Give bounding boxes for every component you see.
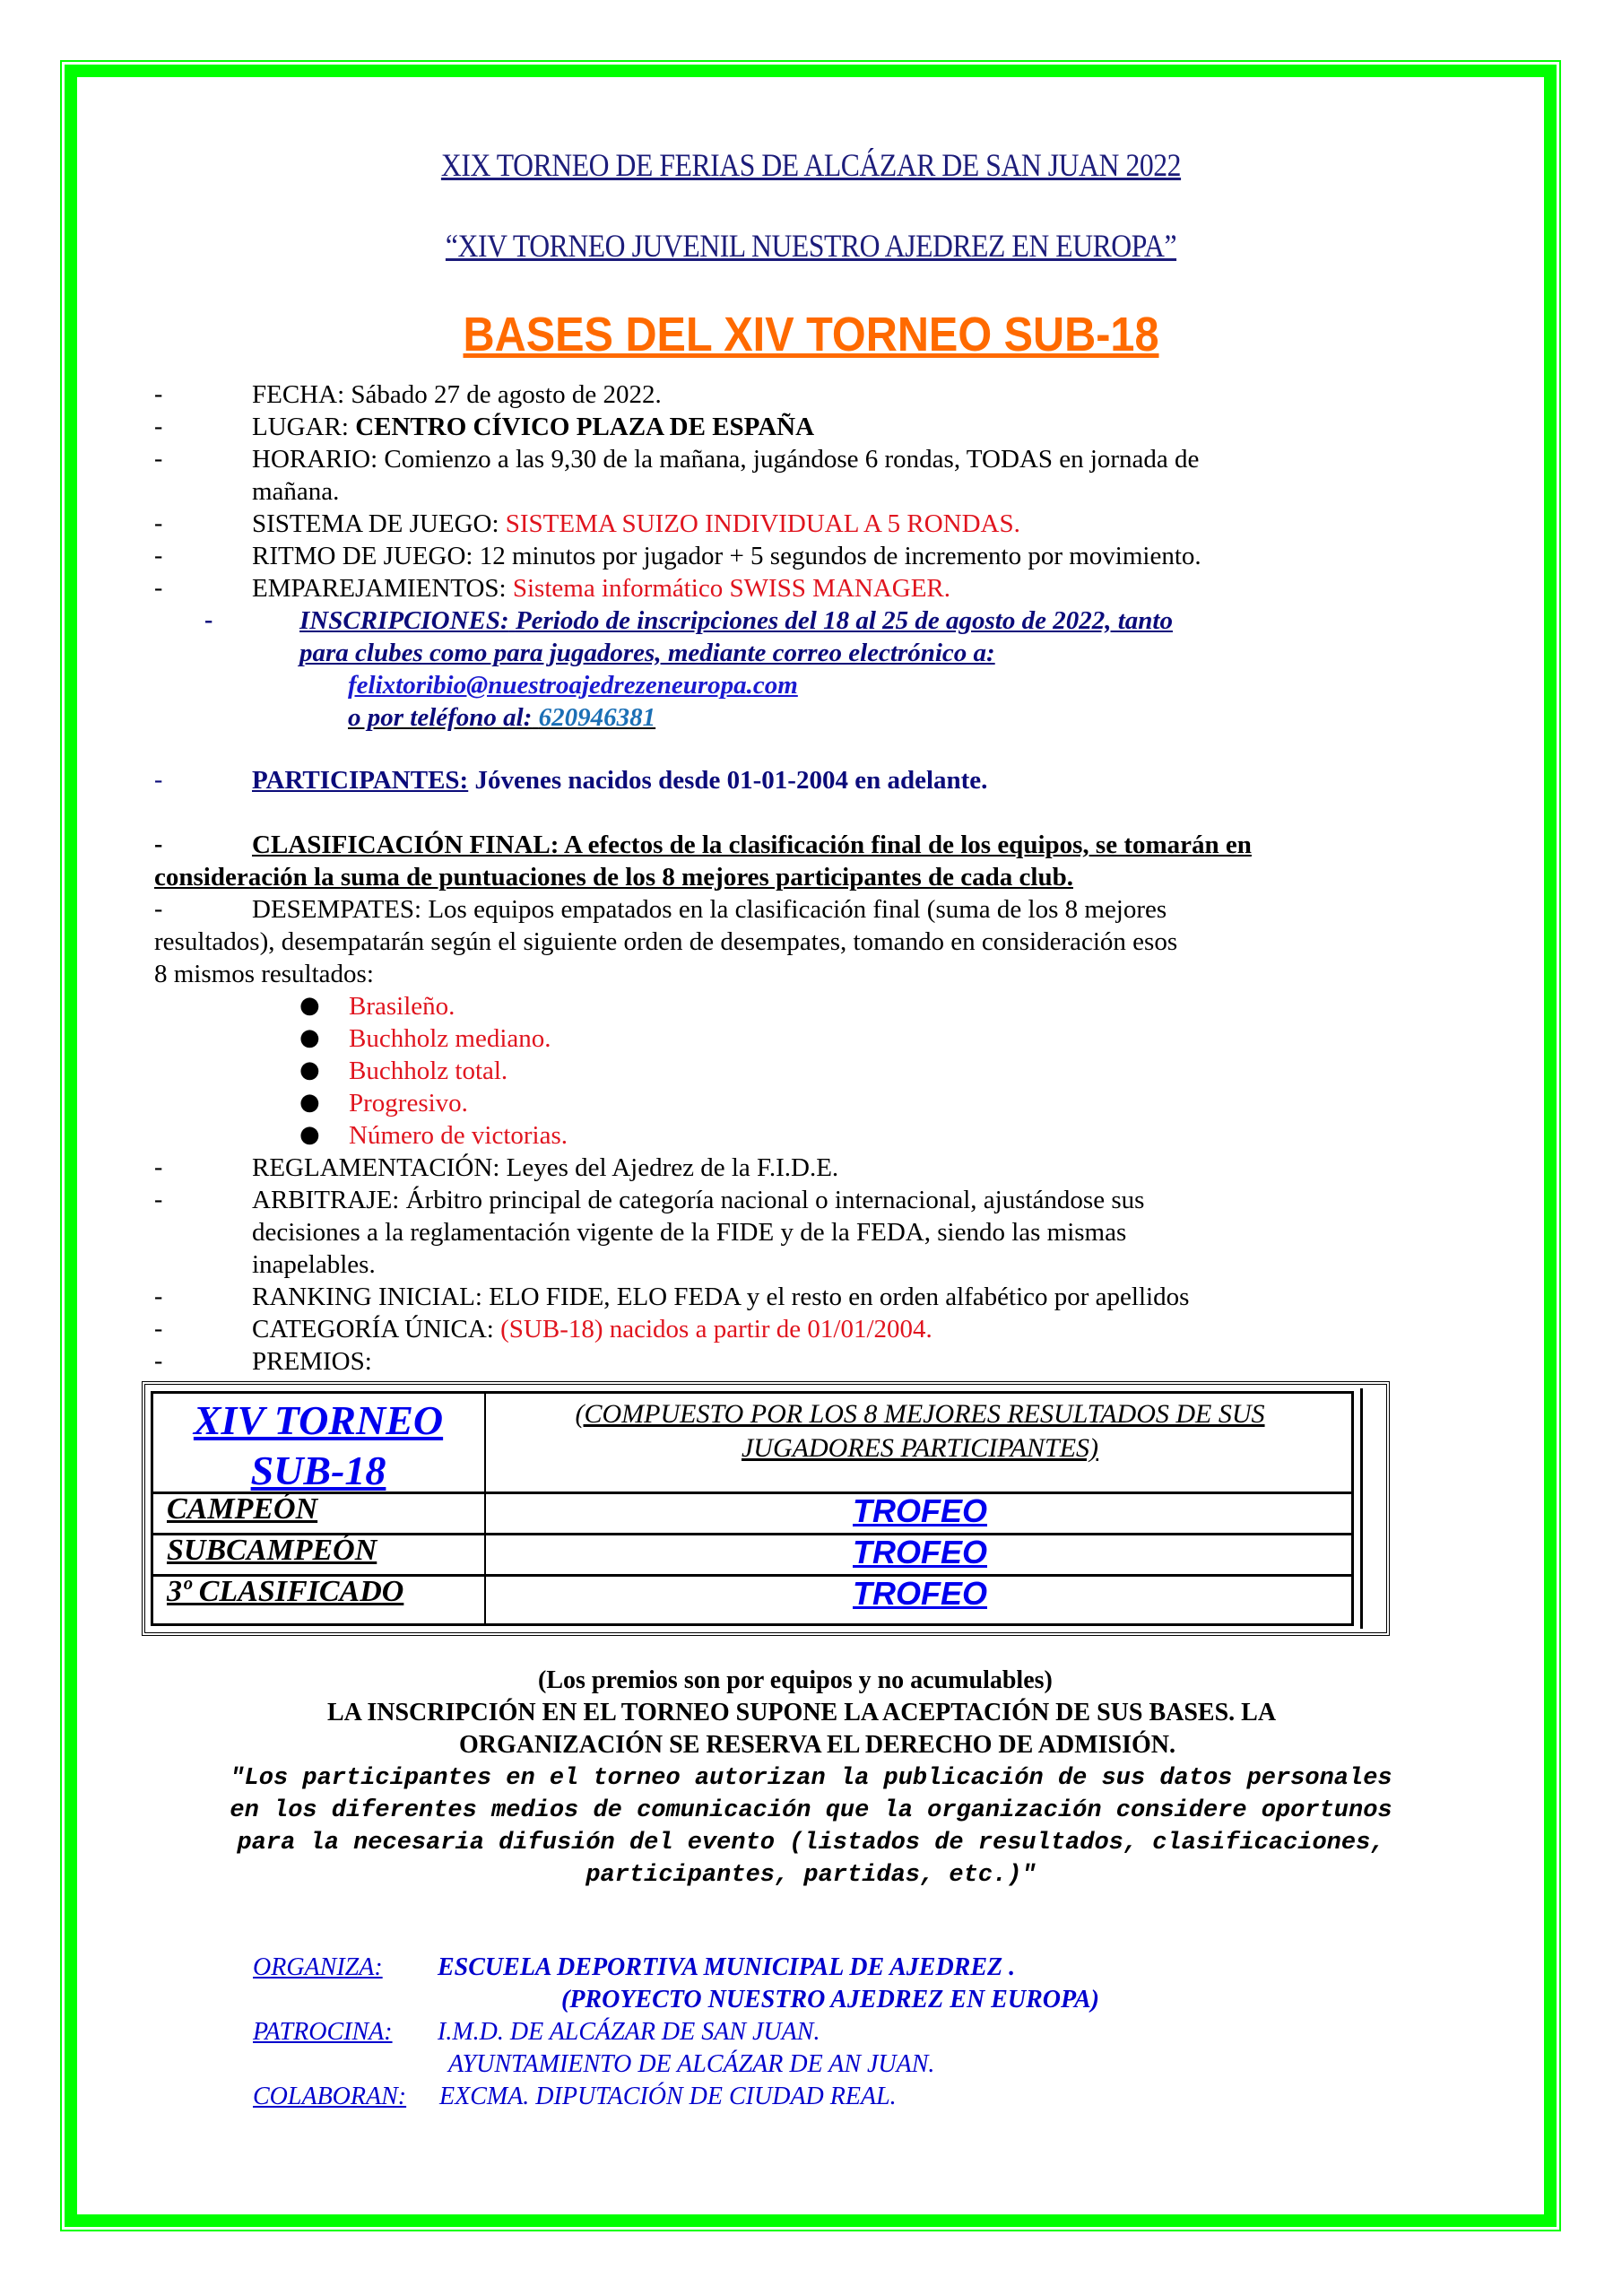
table-title-line1: XIV TORNEO xyxy=(193,1397,444,1443)
dash: - xyxy=(154,1315,163,1343)
phone-link[interactable]: 620946381 xyxy=(538,703,656,732)
label: RANKING INICIAL: xyxy=(252,1283,482,1311)
value: Periodo de inscripciones del 18 al 25 de agosto de 2022, tanto xyxy=(515,606,1173,635)
rule-desempates-cont2: 8 mismos resultados: xyxy=(154,960,374,988)
patrocina-label: PATROCINA: xyxy=(253,2018,393,2046)
privacy-line1: "Los participantes en el torneo autorizan la publicación de sus datos personales xyxy=(230,1765,1392,1792)
phone-line xyxy=(348,703,655,733)
rule-desempates: DESEMPATES: Los equipos empatados en la clasificación final (suma de los 8 mejores xyxy=(252,895,1167,924)
value: Sistema informático SWISS MANAGER. xyxy=(512,574,951,603)
table-right-separator xyxy=(1360,1388,1363,1629)
label: REGLAMENTACIÓN: xyxy=(252,1153,500,1182)
colaboran-label: COLABORAN: xyxy=(253,2083,407,2110)
dash: - xyxy=(154,509,163,537)
table-desc-line1: (COMPUESTO POR LOS 8 MEJORES RESULTADOS DE SUS xyxy=(575,1399,1265,1429)
rule-participantes xyxy=(252,766,987,796)
label: INSCRIPCIONES: xyxy=(299,606,509,635)
acceptance-line2: ORGANIZACIÓN SE RESERVA EL DERECHO DE ADMISIÓN. xyxy=(459,1731,1176,1759)
organiza-label: ORGANIZA: xyxy=(253,1953,383,1981)
rule-arbitraje-cont2: inapelables. xyxy=(252,1250,376,1279)
bullet-icon: ● xyxy=(299,1024,320,1051)
patrocina-line2: AYUNTAMIENTO DE ALCÁZAR DE AN JUAN. xyxy=(448,2050,935,2078)
value: ELO FIDE, ELO FEDA y el resto en orden alfabético por apellidos xyxy=(489,1283,1190,1311)
rule-arbitraje-cont1: decisiones a la reglamentación vigente de la FIDE y de la FEDA, siendo las mismas xyxy=(252,1218,1127,1247)
label: HORARIO: xyxy=(252,445,378,474)
value: Leyes del Ajedrez de la F.I.D.E. xyxy=(506,1153,839,1182)
dash: - xyxy=(154,895,163,923)
acceptance-line1: LA INSCRIPCIÓN EN EL TORNEO SUPONE LA ACEPTACIÓN DE SUS BASES. LA xyxy=(327,1699,1277,1726)
prizes-note: (Los premios son por equipos y no acumulables) xyxy=(538,1666,1053,1694)
label: LUGAR: xyxy=(252,413,349,441)
colaboran-value: EXCMA. DIPUTACIÓN DE CIUDAD REAL. xyxy=(439,2083,897,2110)
bullet-icon: ● xyxy=(299,1089,320,1116)
patrocina-line1: I.M.D. DE ALCÁZAR DE SAN JUAN. xyxy=(438,2018,820,2046)
rule-sistema xyxy=(252,509,1020,539)
dash: - xyxy=(154,1347,163,1375)
rule-horario xyxy=(252,445,1199,474)
rule-ranking xyxy=(252,1283,1189,1312)
dash: - xyxy=(204,606,213,634)
tiebreak-item: Número de victorias. xyxy=(349,1121,568,1150)
table-title-line2: SUB-18 xyxy=(250,1448,386,1493)
bullet-icon: ● xyxy=(299,1057,320,1083)
dash: - xyxy=(154,831,163,858)
value: CENTRO CÍVICO PLAZA DE ESPAÑA xyxy=(355,413,815,441)
header-line1: XIX TORNEO DE FERIAS DE ALCÁZAR DE SAN JUAN 2022 xyxy=(440,147,1182,183)
rule-categoria xyxy=(252,1315,932,1344)
rule-fecha xyxy=(252,380,662,410)
header-line2: “XIV TORNEO JUVENIL NUESTRO AJEDREZ EN EUROPA” xyxy=(445,228,1177,264)
value: Sábado 27 de agosto de 2022. xyxy=(351,380,662,409)
table-title xyxy=(152,1396,484,1496)
dash: - xyxy=(154,574,163,602)
label: FECHA: xyxy=(252,380,345,409)
tiebreak-item: Buchholz total. xyxy=(349,1057,508,1085)
dash: - xyxy=(154,445,163,473)
dash: - xyxy=(154,1186,163,1213)
value: Jóvenes nacidos desde 01-01-2004 en adelante. xyxy=(474,766,988,795)
tiebreak-item: Brasileño. xyxy=(349,992,455,1021)
dash: - xyxy=(154,413,163,440)
value: SISTEMA SUIZO INDIVIDUAL A 5 RONDAS. xyxy=(505,509,1020,538)
label: SISTEMA DE JUEGO: xyxy=(252,509,499,538)
prize-value: TROFEO xyxy=(853,1534,987,1570)
table-desc-line2: JUGADORES PARTICIPANTES) xyxy=(741,1433,1099,1463)
rule-clasificacion-cont: consideración la suma de puntuaciones de los 8 mejores participantes de cada club. xyxy=(154,863,1073,891)
email-link[interactable]: felixtoribio@nuestroajedrezeneuropa.com xyxy=(348,671,798,700)
prize-place: SUBCAMPEÓN xyxy=(167,1534,377,1567)
rule-desempates-cont1: resultados), desempatarán según el siguiente orden de desempates, tomando en consideración esos xyxy=(154,927,1178,956)
prize-place: 3º CLASIFICADO xyxy=(167,1575,404,1608)
rule-horario-cont: mañana. xyxy=(252,477,340,506)
tiebreak-item: Buchholz mediano. xyxy=(349,1024,551,1053)
dash: - xyxy=(154,380,163,408)
value: 12 minutos por jugador + 5 segundos de incremento por movimiento. xyxy=(479,542,1201,570)
table-description xyxy=(486,1397,1354,1465)
privacy-line2: en los diferentes medios de comunicación que la organización considere oportunos xyxy=(230,1797,1392,1824)
label: CATEGORÍA ÚNICA: xyxy=(252,1315,494,1344)
rule-lugar xyxy=(252,413,814,442)
rule-emparejamientos xyxy=(252,574,950,604)
prize-place: CAMPEÓN xyxy=(167,1492,318,1526)
privacy-line3: para la necesaria difusión del evento (listados de resultados, clasificaciones, xyxy=(237,1830,1385,1857)
label: RITMO DE JUEGO: xyxy=(252,542,473,570)
organiza-line2: (PROYECTO NUESTRO AJEDREZ EN EUROPA) xyxy=(561,1986,1099,2013)
dash: - xyxy=(154,1153,163,1181)
rule-arbitraje: ARBITRAJE: Árbitro principal de categoría nacional o internacional, ajustándose sus xyxy=(252,1186,1145,1214)
page-title: BASES DEL XIV TORNEO SUB-18 xyxy=(463,308,1159,361)
organiza-line1: ESCUELA DEPORTIVA MUNICIPAL DE AJEDREZ . xyxy=(438,1953,1016,1981)
rule-ritmo xyxy=(252,542,1201,571)
prize-value: TROFEO xyxy=(853,1575,987,1612)
value: Comienzo a las 9,30 de la mañana, jugándose 6 rondas, TODAS en jornada de xyxy=(384,445,1200,474)
privacy-line4: participantes, partidas, etc.)" xyxy=(585,1862,1037,1889)
value: (SUB-18) nacidos a partir de 01/01/2004. xyxy=(500,1315,932,1344)
bullet-icon: ● xyxy=(299,992,320,1019)
rule-reglamentacion xyxy=(252,1153,838,1183)
prize-value: TROFEO xyxy=(853,1492,987,1529)
phone-label: o por teléfono al: xyxy=(348,703,533,732)
rule-clasificacion: CLASIFICACIÓN FINAL: A efectos de la clasificación final de los equipos, se tomarán en xyxy=(252,831,1252,859)
dash: - xyxy=(154,1283,163,1310)
label: EMPAREJAMIENTOS: xyxy=(252,574,507,603)
dash: - xyxy=(154,542,163,570)
rule-premios: PREMIOS: xyxy=(252,1347,372,1376)
label: PARTICIPANTES: xyxy=(252,766,469,795)
tiebreak-item: Progresivo. xyxy=(349,1089,468,1118)
bullet-icon: ● xyxy=(299,1121,320,1148)
rule-inscripciones xyxy=(299,606,1173,636)
dash: - xyxy=(154,766,163,794)
rule-inscripciones-cont: para clubes como para jugadores, mediante correo electrónico a: xyxy=(299,639,995,667)
